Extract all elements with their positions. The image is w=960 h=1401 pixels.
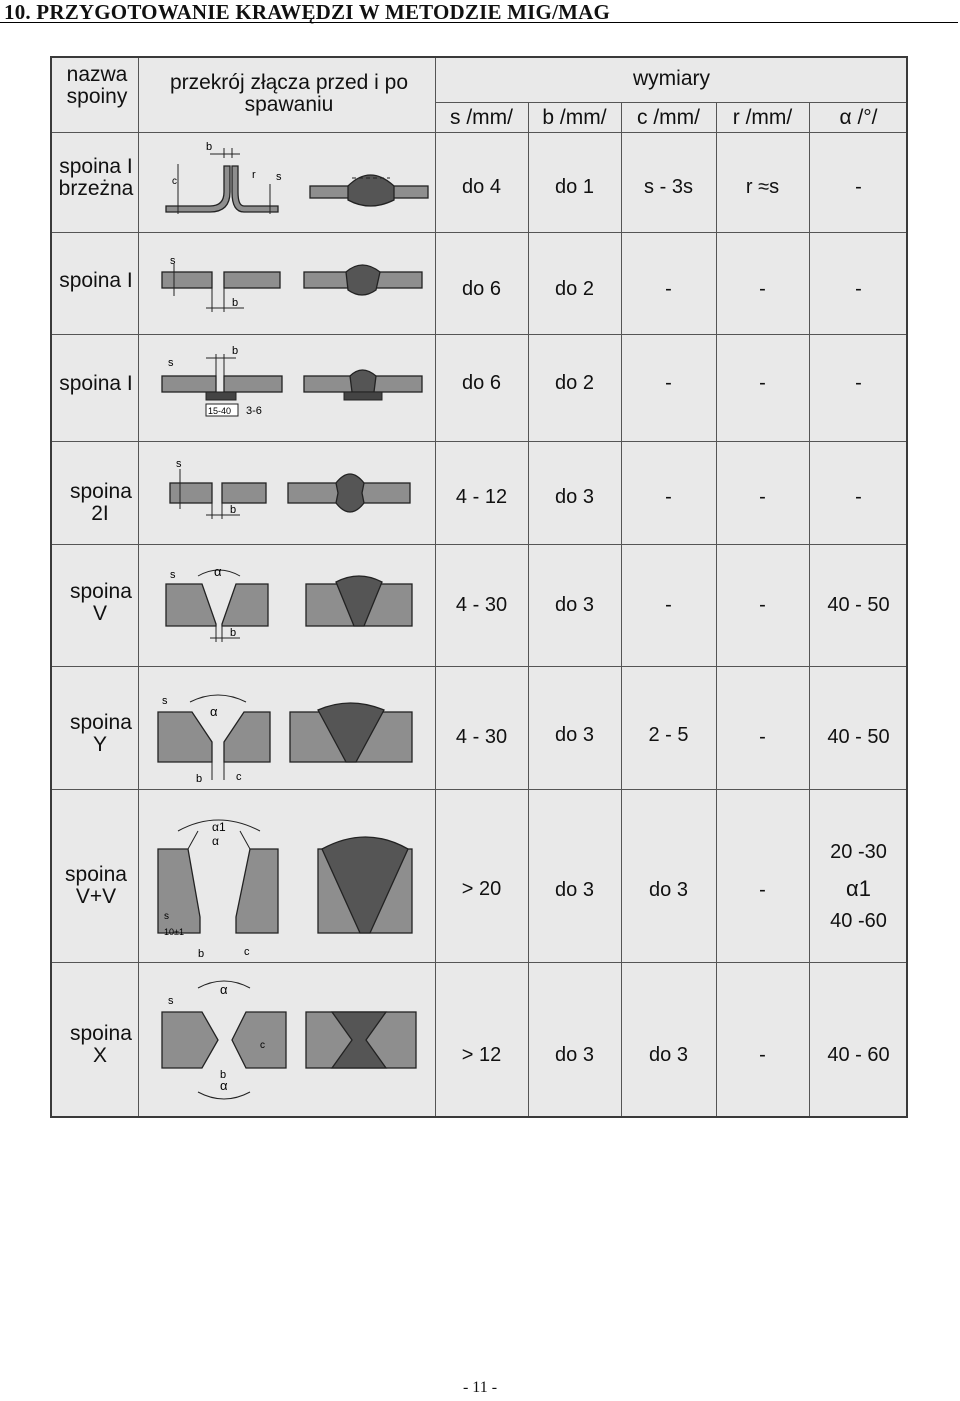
value-s: > 20: [461, 878, 502, 900]
title-underline: [0, 22, 958, 23]
value-b: do 3: [555, 594, 594, 616]
label-s: s: [168, 357, 174, 369]
label-alpha-top: α: [220, 982, 228, 997]
diagram-i-weld-backing: [140, 336, 434, 440]
value-r: -: [759, 486, 766, 508]
value-s: 4 - 30: [455, 594, 508, 616]
label-c: c: [244, 946, 250, 958]
header-col-c: c /mm/: [637, 106, 700, 129]
value-c: -: [665, 278, 672, 300]
weld-name: spoina Y: [70, 711, 132, 757]
value-s: do 6: [462, 372, 501, 394]
value-r: -: [759, 594, 766, 616]
weld-name: spoina I brzeżna: [58, 155, 134, 201]
row-divider: [52, 962, 906, 963]
row-divider: [52, 441, 906, 442]
label-s: s: [168, 995, 174, 1007]
diagram-x-weld: [140, 964, 434, 1114]
header-dimensions: wymiary: [633, 67, 710, 90]
label-alpha: α: [214, 564, 222, 579]
label-alpha-bottom: α: [220, 1078, 228, 1093]
label-s: s: [176, 458, 182, 470]
value-alpha-top: 20 -30: [830, 841, 887, 863]
label-b: b: [232, 345, 239, 357]
row-divider: [52, 132, 906, 133]
label-s: s: [162, 695, 168, 707]
label-r: r: [252, 169, 256, 181]
value-s: 4 - 30: [455, 726, 508, 748]
diagram-i-weld: [140, 234, 434, 332]
label-b: b: [230, 504, 237, 516]
label-s: s: [170, 569, 176, 581]
diagram-2i-weld: [140, 443, 434, 543]
value-s: 4 - 12: [455, 486, 508, 508]
value-c: do 3: [649, 1044, 688, 1066]
value-alpha: -: [855, 176, 862, 198]
edge-preparation-table: [50, 56, 908, 1118]
weld-name: spoina V+V: [65, 863, 127, 909]
page-number: - 11 -: [462, 1379, 498, 1396]
label-b: b: [220, 1069, 227, 1081]
header-section: przekrój złącza przed i po spawaniu: [169, 71, 409, 117]
weld-name: spoina V: [70, 580, 132, 626]
value-r: -: [759, 278, 766, 300]
value-b: do 3: [555, 1044, 594, 1066]
value-alpha: 40 - 50: [827, 594, 890, 616]
label-b: b: [196, 773, 203, 785]
value-r: -: [759, 879, 766, 901]
weld-name: spoina I: [59, 372, 133, 395]
row-divider: [52, 666, 906, 667]
label-alpha: α: [212, 834, 219, 848]
label-backing-width: 15-40: [208, 406, 232, 416]
value-s: do 4: [462, 176, 501, 198]
value-r: -: [759, 726, 766, 748]
value-alpha-mid: α1: [846, 876, 871, 901]
value-c: do 3: [649, 879, 688, 901]
weld-name: spoina 2I: [70, 480, 132, 526]
diagram-vv-weld: [140, 791, 434, 961]
header-name: nazwa spoiny: [66, 63, 128, 109]
row-divider: [52, 789, 906, 790]
value-b: do 1: [555, 176, 594, 198]
value-r: -: [759, 1044, 766, 1066]
label-s: s: [164, 911, 169, 922]
label-alpha1: α1: [212, 820, 226, 834]
value-alpha: -: [855, 278, 862, 300]
col-divider: [138, 58, 139, 1116]
weld-name: spoina X: [70, 1022, 132, 1068]
page-title: 10. PRZYGOTOWANIE KRAWĘDZI W METODZIE MIG/MAG: [4, 0, 611, 24]
diagram-v-weld: [140, 546, 434, 664]
value-alpha-bottom: 40 -60: [830, 910, 887, 932]
label-c: c: [260, 1040, 265, 1051]
label-s: s: [170, 255, 176, 267]
value-r: -: [759, 372, 766, 394]
value-c: -: [665, 372, 672, 394]
label-c: c: [236, 771, 242, 783]
label-s: s: [276, 171, 282, 183]
diagram-flange-weld: [140, 134, 434, 232]
col-divider: [435, 58, 436, 1116]
value-s: > 12: [461, 1044, 502, 1066]
row-divider: [435, 102, 906, 103]
label-b: b: [198, 948, 205, 960]
row-divider: [52, 544, 906, 545]
label-c: c: [172, 176, 177, 187]
value-c: s - 3s: [644, 176, 693, 198]
value-alpha: 40 - 50: [827, 726, 890, 748]
value-c: -: [665, 594, 672, 616]
label-b: b: [206, 141, 213, 153]
label-alpha: α: [210, 704, 218, 719]
label-root-note: 10±1: [164, 927, 184, 937]
value-c: 2 - 5: [648, 724, 689, 746]
row-divider: [52, 334, 906, 335]
value-c: -: [665, 486, 672, 508]
value-b: do 2: [555, 278, 594, 300]
value-b: do 3: [555, 724, 594, 746]
label-b: b: [230, 627, 237, 639]
value-r: r ≈s: [745, 176, 780, 198]
diagram-y-weld: [140, 668, 434, 788]
value-alpha: 40 - 60: [827, 1044, 890, 1066]
value-b: do 2: [555, 372, 594, 394]
value-b: do 3: [555, 486, 594, 508]
value-alpha: -: [855, 486, 862, 508]
header-col-alpha: α /°/: [839, 106, 878, 129]
value-alpha: -: [855, 372, 862, 394]
weld-name: spoina I: [59, 269, 133, 292]
label-b: b: [232, 297, 239, 309]
value-b: do 3: [555, 879, 594, 901]
row-divider: [52, 232, 906, 233]
header-col-r: r /mm/: [732, 106, 793, 129]
header-col-b: b /mm/: [542, 106, 607, 129]
value-s: do 6: [462, 278, 501, 300]
header-col-s: s /mm/: [450, 106, 513, 129]
label-backing-thickness: 3-6: [246, 405, 262, 417]
